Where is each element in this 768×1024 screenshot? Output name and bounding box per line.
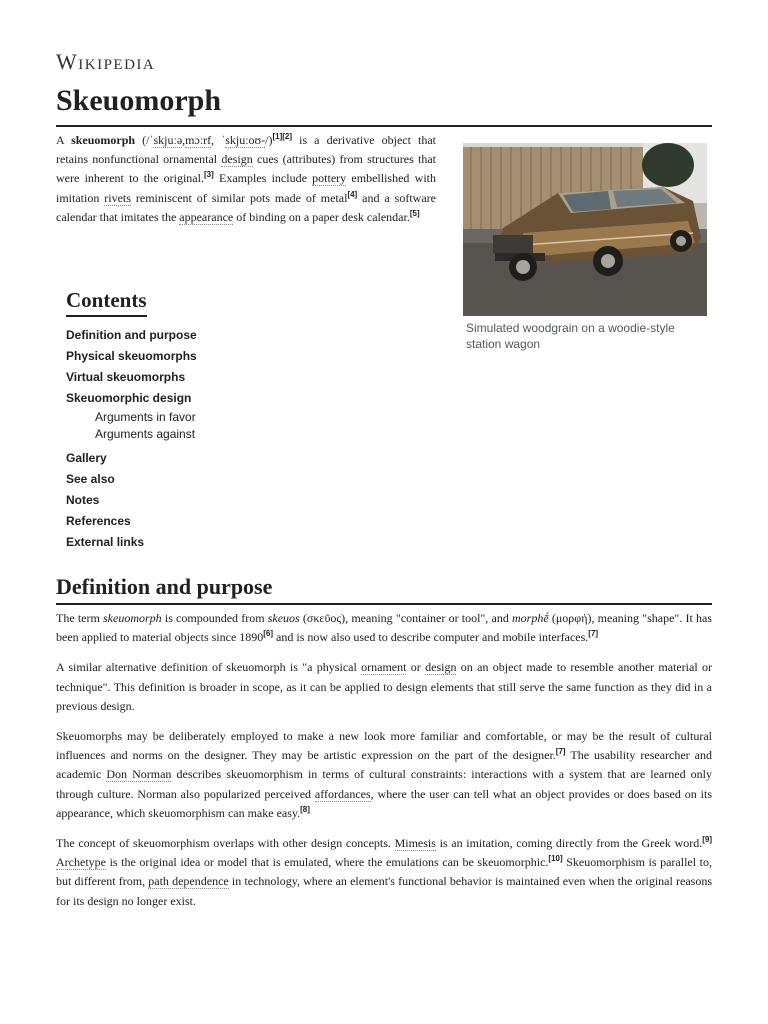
toc-item[interactable]: Gallery [66,451,107,465]
citation-link[interactable]: [8] [300,804,310,814]
appearance-link[interactable]: appearance [179,209,234,224]
ipa-link[interactable]: mɔːrf [185,133,212,147]
paragraph: A similar alternative definition of skeuomorph is "a physical ornament or design on an object made to resemble another material or technique". This definition is broader in scope, as it can be applied to design elements that still serve the same function as they did in a previous design. [56,660,712,713]
section-divider [56,603,712,605]
paragraph: The term skeuomorph is compounded from skeuos (σκεῦος), meaning "container or tool", and morphḗ (μορφή), meaning "shape". It has been applied to material objects since 1890[6] and is now also used to describe computer and mobile interfaces.[7] [56,611,712,645]
toc-title: Contents [66,288,147,317]
wikipedia-logo[interactable]: Wikipedia [56,49,156,74]
toc-item[interactable]: See also [66,472,115,486]
toc-item[interactable]: Skeuomorphic design [66,391,192,405]
design-link[interactable]: design [425,660,457,675]
citation-link[interactable]: [9] [702,835,712,845]
toc-item[interactable]: Virtual skeuomorphs [66,370,186,384]
station-wagon-photo[interactable] [463,143,707,316]
ipa-link[interactable]: skjuːə [153,133,183,147]
path-dependence-link[interactable]: path dependence [148,874,229,889]
toc-subitem[interactable]: Arguments against [95,427,196,441]
title-divider [56,125,712,127]
citation-link[interactable]: [7] [588,629,599,639]
affordances-link[interactable]: affordances [314,786,371,801]
rivets-link[interactable]: rivets [104,190,131,205]
archetype-link[interactable]: Archetype [56,855,106,870]
mimesis-link[interactable]: Mimesis [394,836,436,851]
citation-link[interactable]: [4] [347,189,358,199]
toc-item[interactable]: External links [66,535,145,549]
section-body [56,609,712,922]
figure-caption: Simulated woodgrain on a woodie-style station wagon [466,321,675,351]
citation-link[interactable]: [5] [409,208,420,218]
toc-subitem[interactable]: Arguments in favor [95,410,196,424]
citation-link[interactable]: [7] [555,747,566,757]
citation-link[interactable]: [6] [263,629,274,639]
paragraph: The concept of skeuomorphism overlaps with other design concepts. Mimesis is an imitation, coming directly from the Greek word.[9] Archetype is the original idea or model that is emulated, where the emulations can be skeuomorphic.[10] Skeuomorphism is parallel to, but different from, path dependence in technology, where an element's functional behavior is maintained even when the original reasons for its design no longer exist. [56,835,713,908]
toc-item[interactable]: Notes [66,493,100,507]
citation-link[interactable]: [1][2] [272,132,293,141]
toc-item[interactable]: Physical skeuomorphs [66,349,197,363]
lead-term: skeuomorph [71,133,136,147]
citation-link[interactable]: [10] [548,854,563,864]
table-of-contents [66,288,366,553]
design-link[interactable]: design [221,152,253,167]
toc-item[interactable]: Definition and purpose [66,328,197,342]
pottery-link[interactable]: pottery [312,171,347,186]
infobox-figure [463,143,707,352]
don-norman-link[interactable]: Don Norman [106,767,172,782]
page-title: Skeuomorph [56,84,222,117]
lead-paragraph: A skeuomorph (/ˈskjuːə,mɔːrf, ˈskjuːoʊ-/)[1][2] is a derivative object that retains nonfunctional ornamental design cues (attributes) from structures that were inherent to the original.[3] Examples include pottery embellished with imitation rivets reminiscent of similar pots made of metal[4] and a software calendar that imitates the appearance of binding on a paper desk calendar.[5] [56,132,437,224]
ipa-link[interactable]: skjuːoʊ- [225,133,266,147]
ornament-link[interactable]: ornament [361,660,407,675]
paragraph: Skeuomorphs may be deliberately employed to make a new look more familiar and comfortable, or may be the result of cultural influences and norms on the designer. They may be artistic expression on the part of the designer.[7] The usability researcher and academic Don Norman describes skeuomorphism in terms of cultural constraints: interactions with a system that are learned only through culture. Norman also popularized perceived affordances, where the user can tell what an object provides or does based on its appearance, which skeuomorphism can make easy.[8] [56,729,712,820]
toc-item[interactable]: References [66,514,131,528]
section-heading: Definition and purpose [56,574,273,599]
citation-link[interactable]: [3] [203,170,214,180]
